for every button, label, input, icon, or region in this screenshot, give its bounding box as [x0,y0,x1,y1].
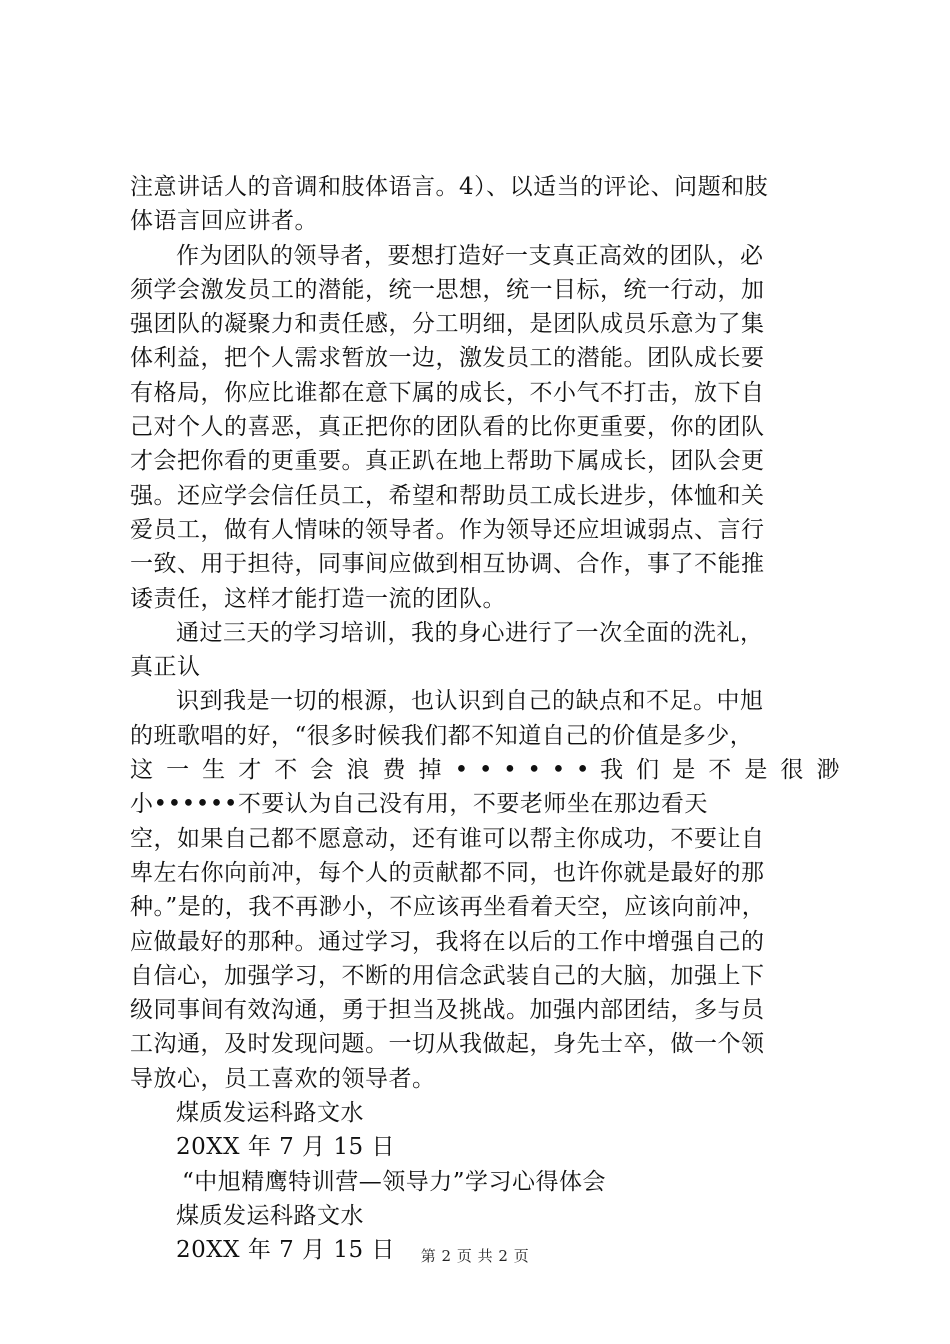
text-line: 强。还应学会信任员工，希望和帮助员工成长进步，体恤和关 [130,482,765,509]
text-line: 通过三天的学习培训，我的身心进行了一次全面的洗礼， [176,619,764,646]
text-line: 自信心，加强学习，不断的用信念武装自己的大脑，加强上下 [130,962,765,989]
document-heading: “中旭精鹰特训营—领导力”学习心得体会 [182,1168,607,1195]
document-body [130,170,840,1268]
text-line: 小••••••不要认为自己没有用，不要老师坐在那边看天 [130,791,708,818]
text-line: 的班歌唱的好，“很多时候我们都不知道自己的价值是多少， [130,722,754,749]
signature: 煤质发运科路文水 [176,1202,364,1229]
paragraph-3 [130,616,840,685]
text-line: 己对个人的喜恶，真正把你的团队看的比你更重要，你的团队 [130,414,765,441]
text-line: 体利益，把个人需求暂放一边，激发员工的潜能。团队成长要 [130,345,765,372]
text-line: 种。”是的，我不再渺小，不应该再坐看着天空，应该向前冲， [130,894,766,921]
page-number: 第 2 页 共 2 页 [420,1247,530,1265]
paragraph-2 [130,239,840,616]
text-line: 应做最好的那种。通过学习，我将在以后的工作中增强自己的 [130,928,765,955]
text-line: 注意讲话人的音调和肢体语言。4）、以适当的评论、问题和肢 [130,174,769,200]
text-line: 空，如果自己都不愿意动，还有谁可以帮主你成功，不要让自 [130,825,765,852]
text-line: 识到我是一切的根源，也认识到自己的缺点和不足。中旭 [176,688,764,715]
date: 20XX 年 7 月 15 日 [176,1134,395,1161]
text-line: 这 一 生 才 不 会 浪 费 掉 • • • • • • 我 们 是 不 是 很 渺 [130,757,840,784]
text-line: 才会把你看的更重要。真正趴在地上帮助下属成长，团队会更 [130,448,765,475]
text-line: 卑左右你向前冲，每个人的贡献都不同，也许你就是最好的那 [130,859,765,886]
text-line: 导放心，员工喜欢的领导者。 [130,1065,436,1092]
text-line: 级同事间有效沟通，勇于担当及挑战。加强内部团结，多与员 [130,997,765,1024]
date: 20XX 年 7 月 15 日 [176,1237,395,1264]
signature: 煤质发运科路文水 [176,1100,364,1127]
text-line: 爱员工，做有人情味的领导者。作为领导还应坦诚弱点、言行 [130,516,765,543]
paragraph-4 [130,684,840,1096]
text-line: 一致、用于担待，同事间应做到相互协调、合作，事了不能推 [130,551,765,578]
text-line: 作为团队的领导者，要想打造好一支真正高效的团队，必 [176,242,764,269]
text-line: 强团队的凝聚力和责任感，分工明细，是团队成员乐意为了集 [130,311,765,338]
text-line: 有格局，你应比谁都在意下属的成长，不小气不打击，放下自 [130,379,765,406]
text-line: 诿责任，这样才能打造一流的团队。 [130,585,506,612]
paragraph-1 [130,170,840,239]
text-line: 工沟通，及时发现问题。一切从我做起，身先士卒，做一个领 [130,1031,765,1058]
text-line: 真正认 [130,654,201,681]
text-line: 体语言回应讲者。 [130,208,318,235]
text-line: 须学会激发员工的潜能，统一思想，统一目标，统一行动，加 [130,276,765,303]
